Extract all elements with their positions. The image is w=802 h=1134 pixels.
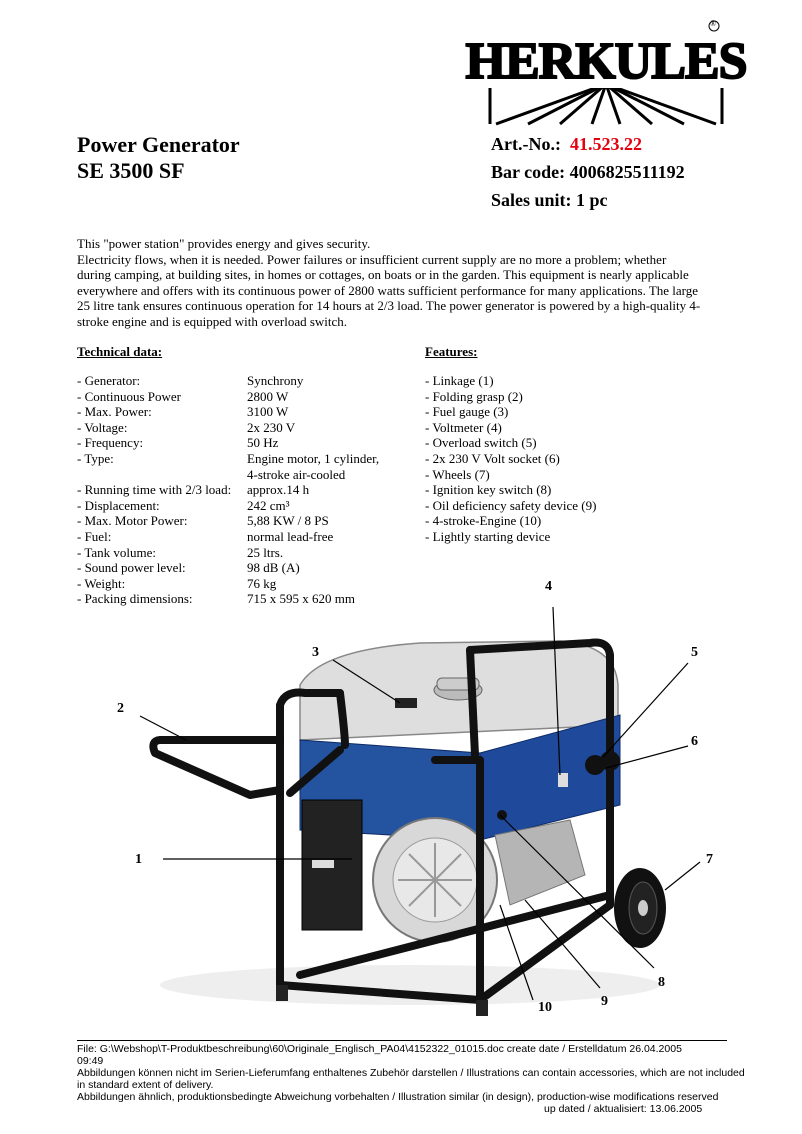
feature-item: - 2x 230 V Volt socket (6) — [425, 450, 560, 466]
spec-key: - Frequency: — [77, 435, 144, 451]
description-line: stroke engine and is equipped with overload switch. — [77, 313, 348, 329]
spec-key: - Fuel: — [77, 528, 112, 544]
spec-value: 4-stroke air-cooled — [247, 466, 346, 482]
spec-value: 5,88 KW / 8 PS — [247, 513, 329, 529]
feature-item: - Overload switch (5) — [425, 435, 537, 451]
feature-item: - Wheels (7) — [425, 466, 490, 482]
spec-key: - Weight: — [77, 575, 126, 591]
feature-item: - 4-stroke-Engine (10) — [425, 513, 542, 529]
art-no-label: Art.-No.: — [491, 134, 561, 154]
spec-key: - Max. Motor Power: — [77, 513, 188, 529]
features-heading: Features: — [425, 344, 478, 359]
spec-value: 2800 W — [247, 388, 289, 404]
spec-value: Engine motor, 1 cylinder, — [247, 450, 380, 466]
spec-value: 242 cm³ — [247, 497, 290, 513]
spec-key: - Voltage: — [77, 419, 128, 435]
footer-note: Abbildungen können nicht im Serien-Lieferumfang enthaltenes Zubehör darstellen / Illustrations can contain accessories, which are not included — [77, 1067, 745, 1079]
registered-mark: ® — [710, 19, 717, 28]
spec-value: 3100 W — [247, 404, 289, 420]
spec-value: normal lead-free — [247, 528, 334, 544]
spec-key: - Displacement: — [77, 497, 160, 513]
callout-2: 2 — [117, 701, 124, 716]
callout-4: 4 — [545, 579, 552, 594]
description-line: during camping, at building sites, in homes or cottages, on boats or in the garden. This equipment is nearly applicable — [77, 267, 689, 283]
spec-key: - Type: — [77, 450, 114, 466]
spec-value: 25 ltrs. — [247, 544, 284, 560]
footer-file: File: G:\Webshop\T-Produktbeschreibung\60\Originale_Englisch_PA04\4152322_01015.doc create date / Erstelldatum 26.04.2005 — [77, 1043, 682, 1055]
feature-item: - Oil deficiency safety device (9) — [425, 497, 597, 513]
description-line: 25 litre tank ensures continuous operation for 14 hours at 2/3 load. The power generator is powered by a high-quality 4- — [77, 298, 701, 314]
spec-key: - Tank volume: — [77, 544, 157, 560]
product-title-line2: SE 3500 SF — [77, 158, 185, 183]
spec-key: - Running time with 2/3 load: — [77, 482, 232, 498]
footer-note: Abbildungen ähnlich, produktionsbedingte Abweichung vorbehalten / Illustration similar (in design), production-wise modifications reserved — [77, 1091, 719, 1103]
svg-text:HERKULES: HERKULES — [465, 33, 747, 90]
callout-7: 7 — [706, 852, 713, 867]
barcode: Bar code: 4006825511192 — [491, 162, 685, 182]
spec-value: 98 dB (A) — [247, 560, 300, 576]
feature-item: - Voltmeter (4) — [425, 419, 502, 435]
spec-key: - Max. Power: — [77, 404, 152, 420]
callout-3: 3 — [312, 645, 319, 660]
callout-9: 9 — [601, 994, 608, 1009]
spec-key: - Continuous Power — [77, 388, 181, 404]
feature-item: - Fuel gauge (3) — [425, 404, 509, 420]
feature-item: - Folding grasp (2) — [425, 388, 523, 404]
sales-unit: Sales unit: 1 pc — [491, 190, 608, 210]
spec-key: - Packing dimensions: — [77, 591, 193, 607]
spec-value: Synchrony — [247, 373, 304, 388]
footer — [77, 1043, 777, 1115]
feature-item: - Lightly starting device — [425, 528, 551, 544]
spec-value: 76 kg — [247, 575, 277, 591]
footer-time: 09:49 — [77, 1055, 104, 1067]
spec-value: 2x 230 V — [247, 419, 296, 435]
callout-10: 10 — [538, 1000, 552, 1015]
feature-item: - Ignition key switch (8) — [425, 482, 552, 498]
spec-value: 50 Hz — [247, 435, 279, 451]
spec-key: - Generator: — [77, 373, 141, 388]
spec-value: approx.14 h — [247, 482, 310, 498]
description-line: everywhere and offers with its continuous power of 2800 watts sufficient performance for many applications. The large — [77, 282, 699, 298]
description-line: This "power station" provides energy and gives security. — [77, 236, 371, 251]
footer-rule — [77, 1040, 727, 1041]
footer-note: in standard extent of delivery. — [77, 1079, 214, 1091]
technical-heading: Technical data: — [77, 344, 163, 359]
spec-value: 715 x 595 x 620 mm — [247, 591, 355, 607]
callout-5: 5 — [691, 645, 698, 660]
callout-8: 8 — [658, 975, 665, 990]
footer-updated: up dated / aktualisiert: 13.06.2005 — [544, 1103, 703, 1115]
description-line: Electricity flows, when it is needed. Power failures or insufficient current supply are no more a problem; whether — [77, 251, 667, 267]
product-title-line1: Power Generator — [77, 132, 240, 157]
feature-item: - Linkage (1) — [425, 373, 494, 388]
callout-6: 6 — [691, 734, 698, 749]
callout-1: 1 — [135, 852, 142, 867]
art-no-value: 41.523.22 — [569, 134, 642, 154]
spec-key: - Sound power level: — [77, 560, 186, 576]
